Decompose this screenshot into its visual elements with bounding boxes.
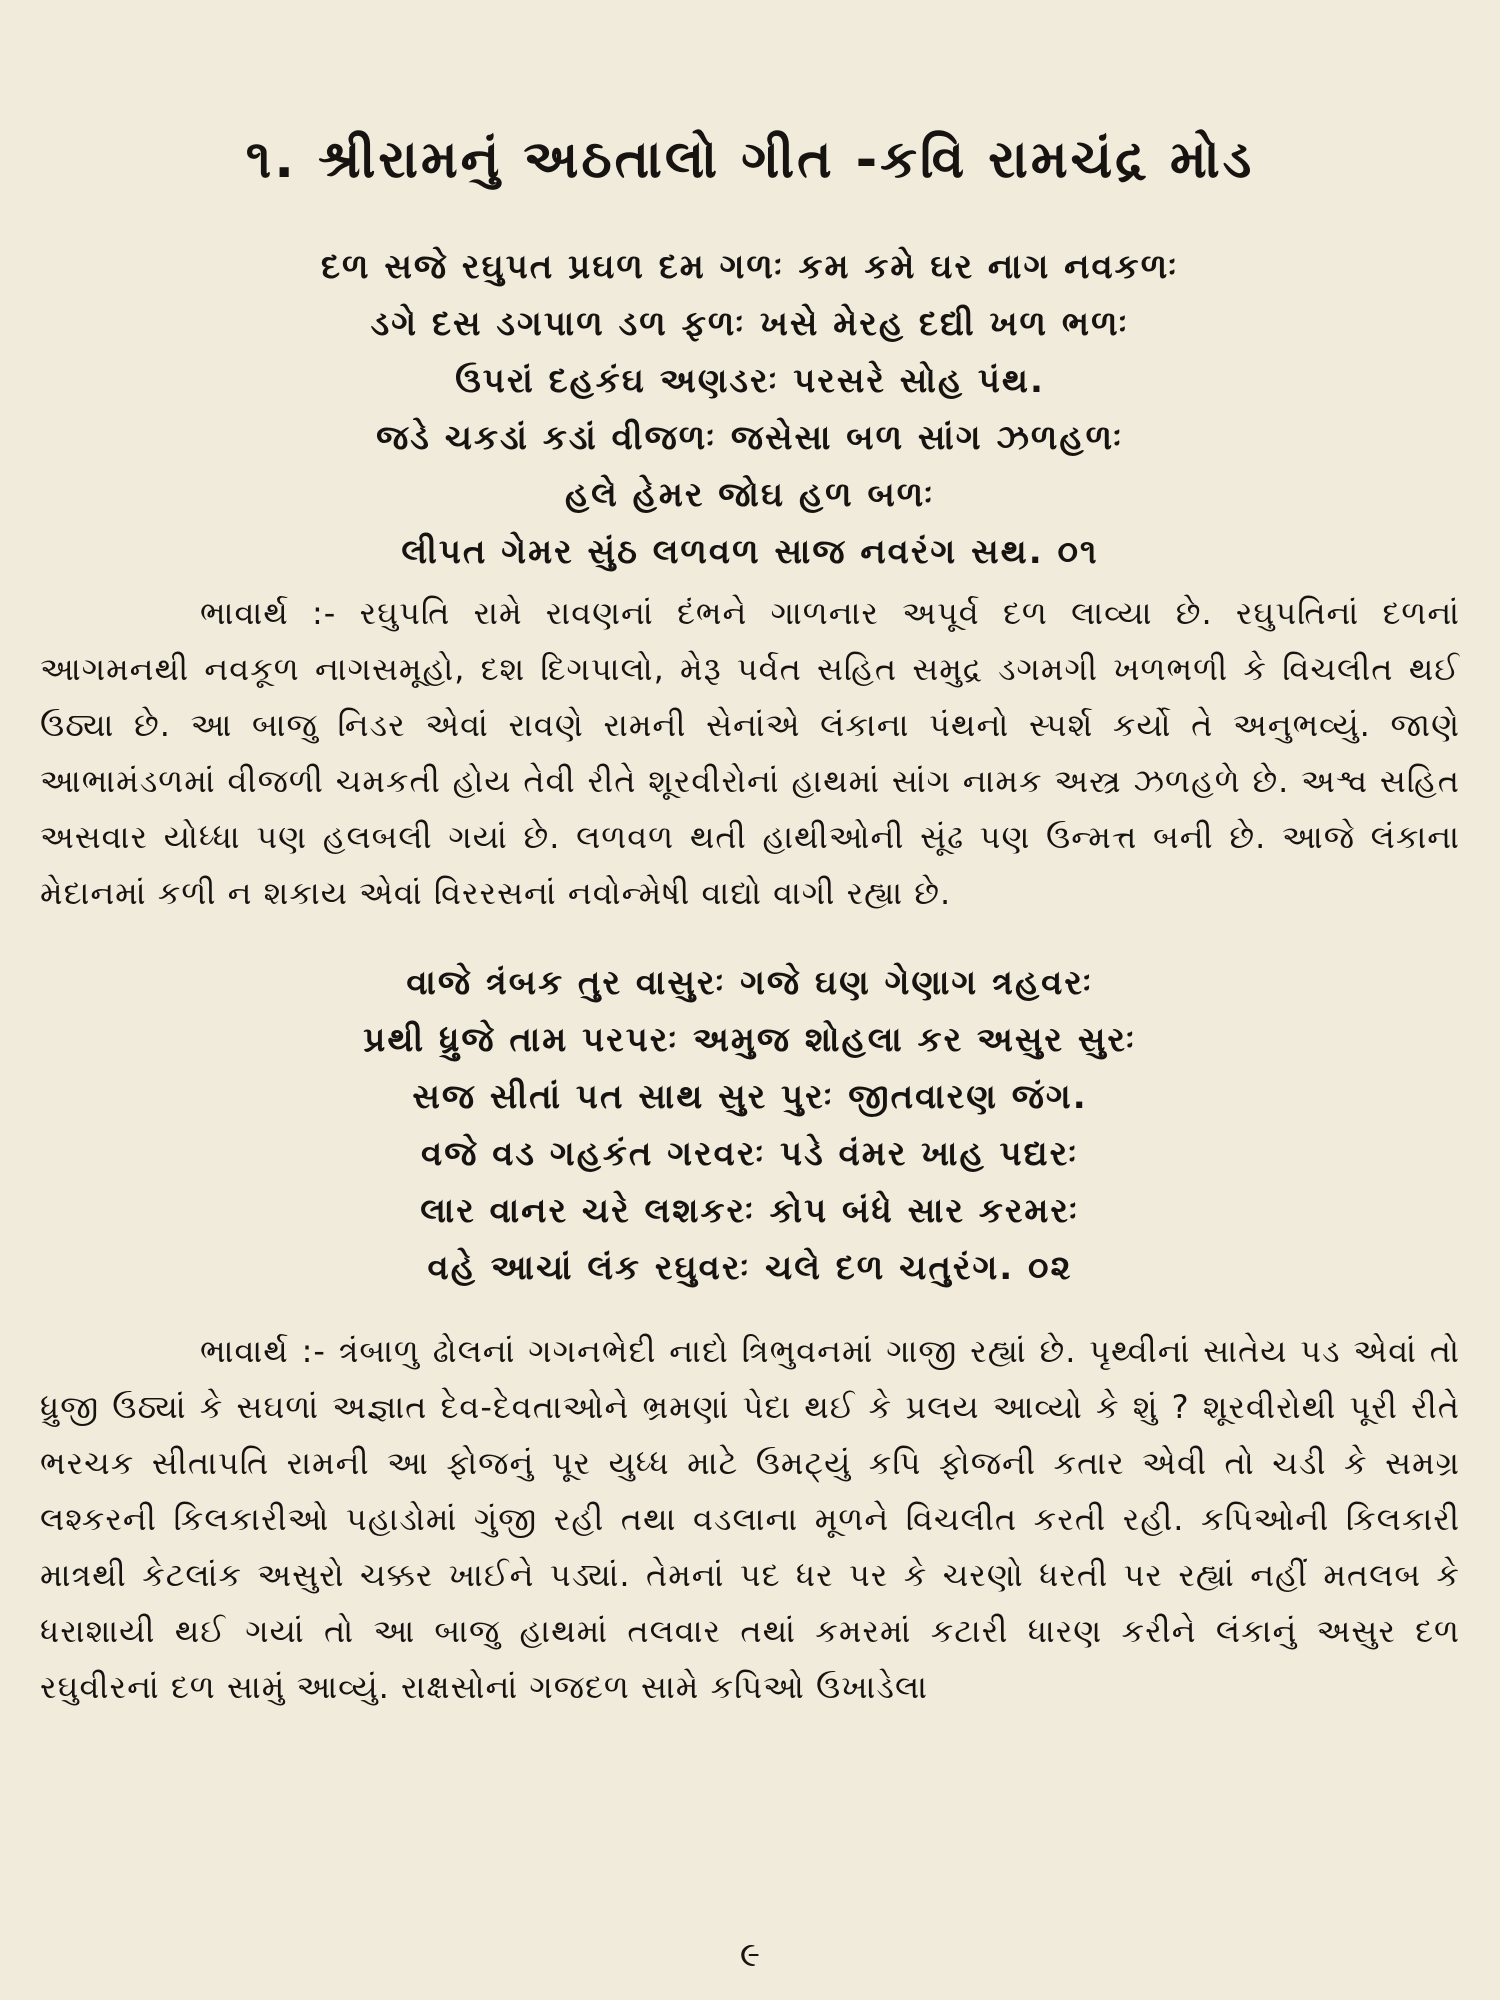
bhavarth-text: ત્રંબાળુ ઢોલનાં ગગનભેદી નાદો ત્રિભુવનમાં ગાજી રહ્યાં છે. પૃથ્વીનાં સાતેય પડ એવાં તો ધ્રુજી ઉઠ્યાં કે સઘળાં અજ્ઞાત દેવ-દેવતાઓને ભ્રમણાં પેદા થઈ કે પ્રલય આવ્યો કે શું ? શૂરવીરોથી પૂરી રીતે ભરચક સીતાપતિ રામની આ ફોજનું પૂર યુધ્ધ માટે ઉમટ્યું કપિ ફોજની કતાર એવી તો ચડી કે સમગ્ર લશ્કરની કિલકારીઓ પહાડોમાં ગુંજી રહી તથા વડલાના મૂળને વિચલીત કરતી રહી. કપિઓની કિલકારી માત્રથી કેટલાંક અસુરો ચક્કર ખાઈને પડ્યાં. તેમનાં પદ ધર પર કે ચરણો ધરતી પર રહ્યાં નહીં મતલબ કે ધરાશાયી થઈ ગયાં તો આ બાજુ હાથમાં તલવાર તથાં કમરમાં કટારી ધારણ કરીને લંકાનું અસુર દળ રઘુવીરનાં દળ સામું આવ્યું. રાક્ષસોનાં ગજદળ સામે કપિઓ ઉખાડેલા bbox=[40, 1332, 1460, 1706]
bhavarth-label: ભાવાર્થ :- bbox=[200, 594, 337, 632]
verse-line: વહે આચાં લંક રઘુવરઃ ચલે દળ ચતુરંગ. ૦૨ bbox=[427, 1248, 1073, 1288]
verse-line: હલે હેમર જોઘ હળ બળઃ bbox=[564, 475, 936, 515]
verse-line: લાર વાનર ચરે લશકરઃ કોપ બંધે સાર કરમરઃ bbox=[420, 1191, 1080, 1231]
verse-line: લીપત ગેમર સુંઠ લળવળ સાજ નવરંગ સથ. ૦૧ bbox=[401, 532, 1099, 572]
verse-line: ઉપરાં દહકંઘ અણડરઃ પરસરે સોહ પંથ. bbox=[455, 361, 1045, 401]
verse-line: વજે વડ ગહકંત ગરવરઃ પડે વંમર ખાહ પદ્યરઃ bbox=[421, 1134, 1079, 1174]
verse-line: જડે ચકડાં કડાં વીજળઃ જસેસા બળ સાંગ ઝળહળઃ bbox=[376, 418, 1124, 458]
verse-line: દળ સજે રઘુપત પ્રઘળ દમ ગળઃ કમ કમે ઘર નાગ નવકળઃ bbox=[321, 247, 1179, 287]
verse-line: વાજે ત્રંબક તુર વાસુરઃ ગજે ઘણ ગેણાગ ત્રહવરઃ bbox=[406, 963, 1094, 1003]
bhavarth-label: ભાવાર્થ :- bbox=[200, 1332, 326, 1370]
verse-line: સજ સીતાં પત સાથ સુર પુરઃ જીતવારણ જંગ. bbox=[412, 1077, 1088, 1117]
bhavarth-paragraph-1 bbox=[40, 585, 1460, 921]
page-number: ૯ bbox=[739, 1935, 761, 1975]
verse-line: ડગે દસ ડગપાળ ડળ ફળઃ ખસે મેરહ દદ્યી ખળ ભળઃ bbox=[370, 304, 1130, 344]
verse-stanza-1 bbox=[40, 239, 1460, 581]
bhavarth-paragraph-2 bbox=[40, 1323, 1460, 1715]
verse-line: પ્રથી ધ્રુજે તામ પરપરઃ અમુજ શોહલા કર અસુર સુરઃ bbox=[363, 1020, 1137, 1060]
bhavarth-text: રઘુપતિ રામે રાવણનાં દંભને ગાળનાર અપૂર્વ દળ લાવ્યા છે. રઘુપતિનાં દળનાં આગમનથી નવકૂળ નાગસમૂહો, દશ દિગપાલો, મેરૂ પર્વત સહિત સમુદ્ર ડગમગી ખળભળી કે વિચલીત થઈ ઉઠ્યા છે. આ બાજુ નિડર એવાં રાવણે રામની સેનાંએ લંકાના પંથનો સ્પર્શ કર્યો તે અનુભવ્યું. જાણે આભામંડળમાં વીજળી ચમકતી હોય તેવી રીતે શૂરવીરોનાં હાથમાં સાંગ નામક અસ્ત્ર ઝળહળે છે. અશ્વ સહિત અસવાર યોધ્ધા પણ હલબલી ગયાં છે. લળવળ થતી હાથીઓની સૂંઢ પણ ઉન્મત્ત બની છે. આજે લંકાના મેદાનમાં કળી ન શકાય એવાં વિરરસનાં નવોન્મેષી વાદ્યો વાગી રહ્યા છે. bbox=[40, 594, 1461, 912]
page-title: ૧. શ્રીરામનું અઠતાલો ગીત -કવિ રામચંદ્ર મોડ bbox=[245, 130, 1255, 190]
verse-stanza-2 bbox=[40, 955, 1460, 1297]
